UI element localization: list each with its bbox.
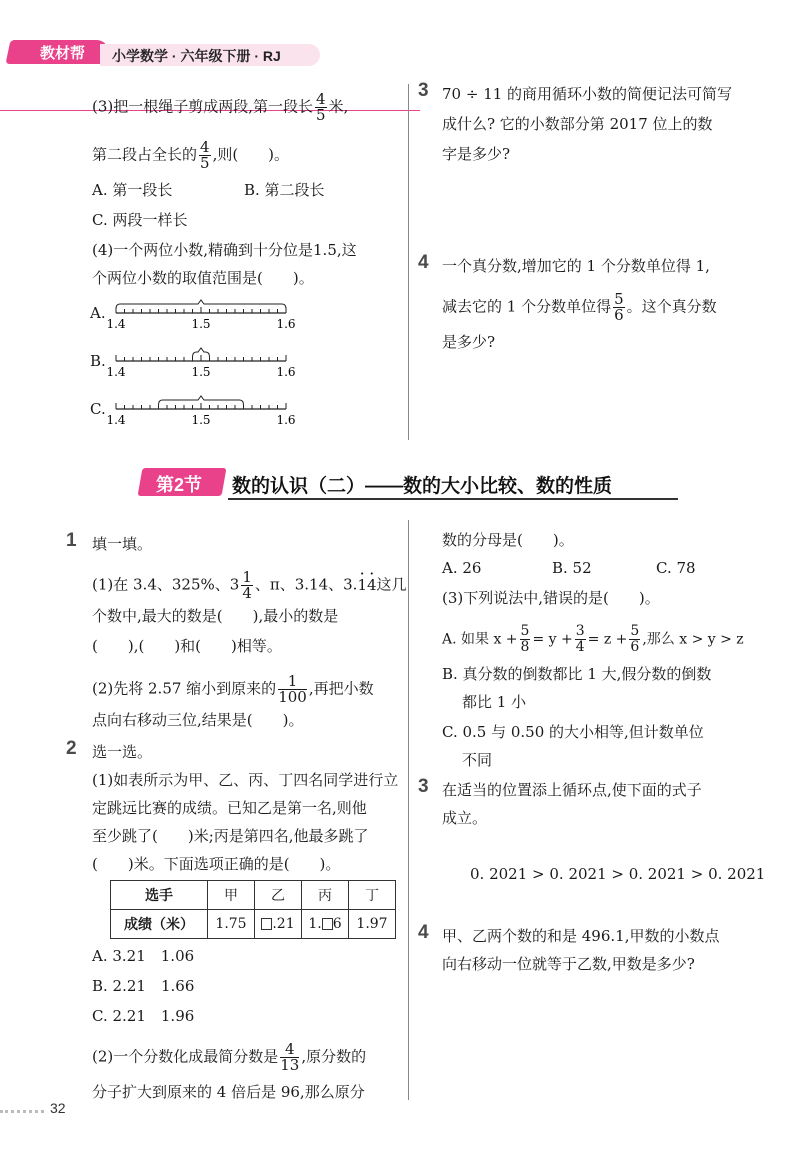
q1-2-line1: (2)先将 2.57 缩小到原来的 $\frac{1}{100}$ ,再把小数 (92, 672, 374, 706)
q3-r-line2: 成什么? 它的小数部分第 2017 位上的数 (442, 115, 713, 133)
table-header-cell: 丙 (302, 881, 349, 910)
q4-b-line2: 向右移动一位就等于乙数,甲数是多少? (442, 955, 695, 973)
table-cell-ding: 1.97 (349, 910, 396, 939)
q3-number: 3 (418, 80, 429, 101)
section-badge: 第2节 (156, 475, 203, 495)
q4-number: 4 (418, 252, 429, 273)
tick-label: 1.5 (191, 317, 211, 331)
table-header-row (111, 881, 396, 910)
q2-3-option-b-line2: 都比 1 小 (462, 693, 527, 711)
q2-1-option-b: B. 2.21 1.66 (92, 977, 195, 995)
table-header-cell: 甲 (208, 881, 255, 910)
q2-3-option-c-line1: C. 0.5 与 0.50 的大小相等,但计数单位 (442, 723, 704, 741)
q2-2-option-b: B. 52 (552, 559, 592, 577)
numberline-c-graphic (106, 391, 300, 431)
numberline-b-label: B. (90, 352, 106, 370)
q2-1-line2: 定跳远比赛的成绩。已知乙是第一名,则他 (92, 799, 367, 817)
q1-1-line2: 个数中,最大的数是( ),最小的数是 (92, 607, 339, 625)
tick-label: 1.5 (191, 413, 211, 427)
q2-number: 2 (66, 738, 77, 759)
section-heading (140, 466, 680, 500)
q3-b-line2: 成立。 (442, 809, 488, 827)
q3-line2: 第二段占全长的 $\frac{4}{5}$ ,则( )。 (92, 138, 290, 172)
section-title: 数的认识（二）——数的大小比较、数的性质 (232, 476, 613, 497)
q3-option-b: B. 第二段长 (244, 181, 325, 199)
q2-1-option-a: A. 3.21 1.06 (92, 947, 195, 965)
q4-b-line1: 甲、乙两个数的和是 496.1,甲数的小数点 (442, 927, 720, 945)
q1-1-line3: ( ),( )和( )相等。 (92, 637, 282, 655)
q2-1-option-c: C. 2.21 1.96 (92, 1007, 195, 1025)
numberline-a (90, 295, 300, 335)
q3-r-line1: 70 ÷ 11 的商用循环小数的简便记法可简写 (442, 85, 733, 103)
q2-2-line2: 分子扩大到原来的 4 倍后是 96,那么原分 (92, 1083, 365, 1101)
q4-b-number: 4 (418, 922, 429, 943)
q3-option-a: A. 第一段长 (92, 181, 173, 199)
q4-line1: (4)一个两位小数,精确到十分位是1.5,这 (92, 241, 357, 259)
q2-3-option-b-line1: B. 真分数的倒数都比 1 大,假分数的倒数 (442, 665, 712, 683)
numberline-c (90, 391, 300, 431)
q4-r-line3: 是多少? (442, 333, 496, 351)
q1-number: 1 (66, 530, 77, 551)
section-underline (228, 498, 678, 500)
blank-box (261, 918, 272, 930)
blank-box (322, 918, 333, 930)
q1-1-line1: (1)在 3.4、325%、3 $\frac{1}{4}$ 、π、3.14、3.1 ·4 ·这几 (92, 570, 407, 601)
q1-2-line2: 点向右移动三位,结果是( )。 (92, 711, 304, 729)
q2-3-option-c-line2: 不同 (462, 751, 493, 769)
column-divider-bottom (408, 520, 409, 1100)
tick-label: 1.4 (106, 413, 126, 427)
header-bar (0, 40, 330, 70)
numberline-a-label: A. (90, 304, 106, 322)
q3-b-line1: 在适当的位置添上循环点,使下面的式子 (442, 781, 702, 799)
tick-label: 1.4 (106, 317, 126, 331)
q2-title: 选一选。 (92, 743, 153, 761)
tick-label: 1.5 (191, 365, 211, 379)
numberline-b-graphic (106, 343, 300, 383)
table-row-label: 成绩（米） (111, 910, 208, 939)
q3-option-c: C. 两段一样长 (92, 211, 188, 229)
q2-2-line3: 数的分母是( )。 (442, 531, 574, 549)
header-title: 小学数学 · 六年级下册 · RJ (112, 48, 281, 64)
tick-label: 1.6 (276, 413, 296, 427)
numberline-b (90, 343, 300, 383)
table-cell-bing: 1. 6 (302, 910, 349, 939)
q4-line2: 个两位小数的取值范围是( )。 (92, 269, 314, 287)
q2-2-line1: (2)一个分数化成最简分数是 $\frac{4}{13}$ ,原分数的 (92, 1040, 367, 1074)
q2-3-option-a: A. 如果 x + $\frac{5}{8}$ = y + $\frac{3}{4}$ = z + $\frac{5}{6}$ ,那么 x > y > z (442, 623, 744, 655)
q4-r-line1: 一个真分数,增加它的 1 个分数单位得 1, (442, 257, 710, 275)
q4-r-line2: 减去它的 1 个分数单位得 $\frac{5}{6}$ 。这个真分数 (442, 290, 717, 324)
table-cell-jia: 1.75 (208, 910, 255, 939)
numberline-a-graphic (106, 295, 300, 335)
page-number: 32 (50, 1100, 66, 1116)
table-header-cell: 选手 (111, 881, 208, 910)
q2-1-line1: (1)如表所示为甲、乙、丙、丁四名同学进行立 (92, 771, 399, 789)
q2-2-option-a: A. 26 (442, 559, 482, 577)
table-header-cell: 丁 (349, 881, 396, 910)
score-table (110, 880, 396, 939)
numberline-c-label: C. (90, 400, 106, 418)
q2-1-line3: 至少跳了( )米;丙是第四名,他最多跳了 (92, 827, 369, 845)
q3-b-number: 3 (418, 776, 429, 797)
brand-label: 教材帮 (40, 45, 86, 62)
q3-r-line3: 字是多少? (442, 145, 511, 163)
q3-b-expression: 0. 2021 > 0. 2021 > 0. 2021 > 0. 2021 (470, 865, 766, 883)
column-divider-top (408, 84, 409, 440)
table-header-cell: 乙 (255, 881, 302, 910)
q2-3-title: (3)下列说法中,错误的是( )。 (442, 589, 660, 607)
tick-label: 1.6 (276, 365, 296, 379)
table-row (111, 910, 396, 939)
q2-1-line4: ( )米。下面选项正确的是( )。 (92, 855, 341, 873)
q1-title: 填一填。 (92, 535, 153, 553)
footer-dashes (0, 1110, 44, 1113)
table-cell-yi: .21 (255, 910, 302, 939)
tick-label: 1.4 (106, 365, 126, 379)
tick-label: 1.6 (276, 317, 296, 331)
q3-line1: (3)把一根绳子剪成两段,第一段长 $\frac{4}{5}$ 米, (92, 90, 349, 124)
q2-2-option-c: C. 78 (656, 559, 696, 577)
